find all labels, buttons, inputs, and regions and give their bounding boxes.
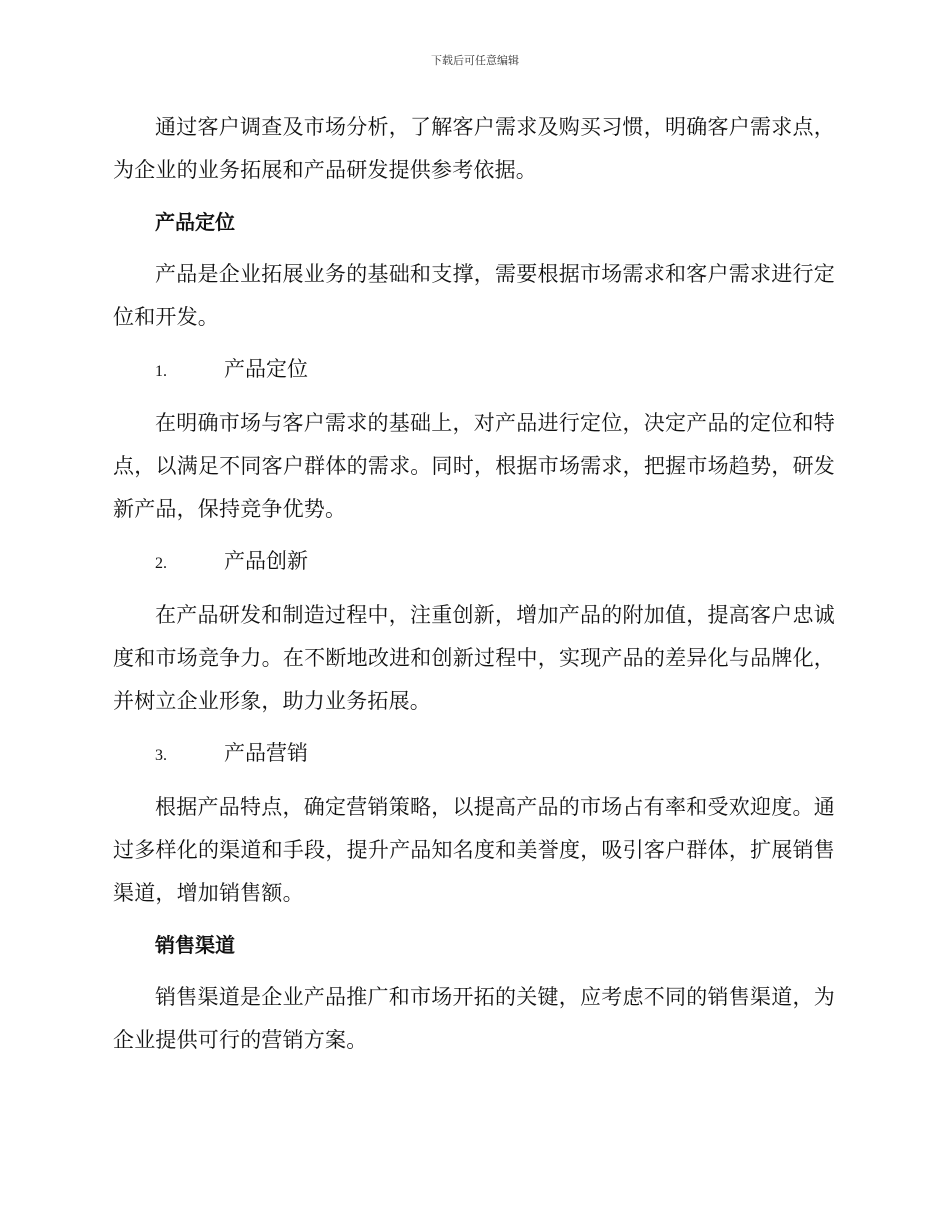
list-item-label: 产品定位 <box>224 357 308 381</box>
paragraph-product-intro: 产品是企业拓展业务的基础和支撑，需要根据市场需求和客户需求进行定位和开发。 <box>113 262 835 329</box>
page-header: 下载后可任意编辑 <box>431 54 519 67</box>
list-number: 3. <box>155 747 167 764</box>
section-heading-sales-channels: 销售渠道 <box>155 933 235 957</box>
list-item-product-marketing <box>155 732 835 777</box>
paragraph-innovation-detail: 在产品研发和制造过程中，注重创新，增加产品的附加值，提高客户忠诚度和市场竞争力。在不断地改进和创新过程中，实现产品的差异化与品牌化，并树立企业形象，助力业务拓展。 <box>113 603 835 713</box>
list-item-label: 产品创新 <box>224 549 308 573</box>
section-heading-product-positioning: 产品定位 <box>155 210 235 234</box>
list-item-product-positioning <box>155 348 835 393</box>
list-item-label: 产品营销 <box>224 741 308 765</box>
document-body <box>113 106 835 1071</box>
paragraph-sales-channels: 销售渠道是企业产品推广和市场开拓的关键，应考虑不同的销售渠道，为企业提供可行的营销方案。 <box>113 985 835 1052</box>
paragraph-marketing-detail: 根据产品特点，确定营销策略，以提高产品的市场占有率和受欢迎度。通过多样化的渠道和手段，提升产品知名度和美誉度，吸引客户群体，扩展销售渠道，增加销售额。 <box>113 795 835 905</box>
paragraph-customer-research: 通过客户调查及市场分析，了解客户需求及购买习惯，明确客户需求点，为企业的业务拓展和产品研发提供参考依据。 <box>113 115 835 182</box>
list-number: 1. <box>155 363 167 380</box>
list-item-product-innovation <box>155 540 835 585</box>
paragraph-positioning-detail: 在明确市场与客户需求的基础上，对产品进行定位，决定产品的定位和特点，以满足不同客户群体的需求。同时，根据市场需求，把握市场趋势，研发新产品，保持竞争优势。 <box>113 411 835 521</box>
list-number: 2. <box>155 555 167 572</box>
